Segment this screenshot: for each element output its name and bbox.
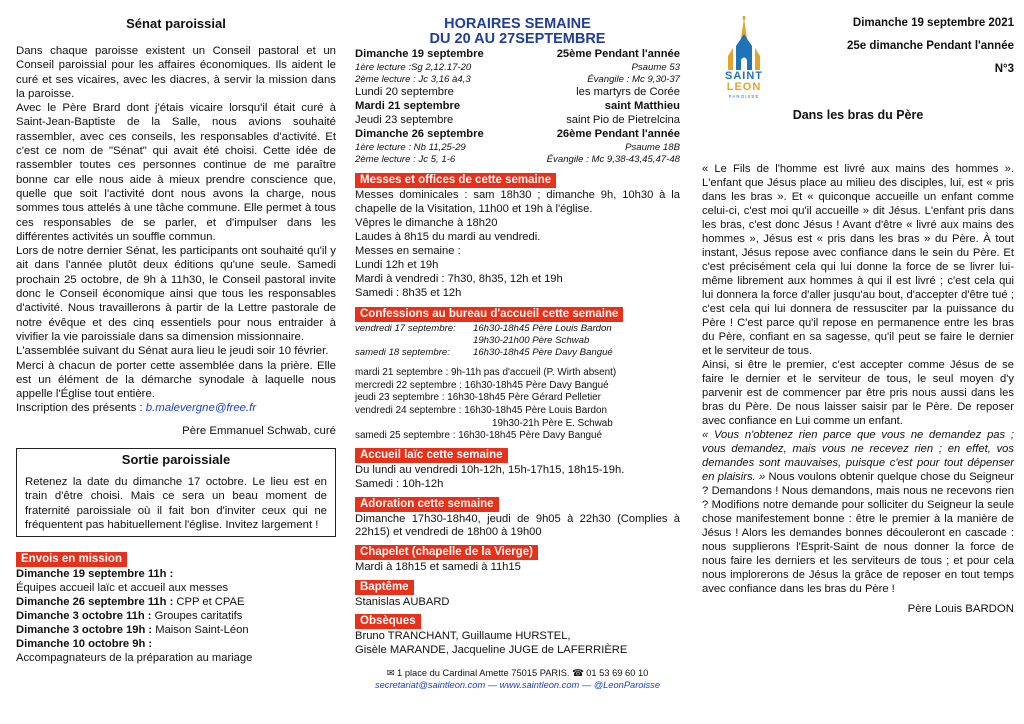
senat-paragraph-2: Avec le Père Brard dont j'étais vicaire lorsqu'il était curé à Saint-Jean-Baptiste de la Salle, nous avions souhaité rassembler, avec ces conseils, les responsables d'activité. Et c'est ce nom de "Sénat" qui avait été choisi. Cette idée de rassembler toutes ces personnes continue de me paraître bonne car elle nous aide à mieux prendre conscience que, quelle que soit l'activité dont nous avons la charge, nous sommes tous attelés à une tâche commune. Elle permet à tous ces responsables de se parler, et d'impulser dans les différentes activités un souffle commun.	[16, 102, 336, 243]
tuesday-21: Mardi 21 septembre	[355, 100, 461, 113]
messes-line: Lundi 12h et 19h	[355, 258, 439, 271]
confessions-section	[355, 304, 680, 443]
reading-1-a: 1ère lecture :Sg 2,12.17-20	[355, 61, 472, 73]
messes-line: Messes dominicales : sam 18h30 ; dimanche 9h, 10h30 à la chapelle de la Visitation, 11h00 et 19h à l'église.	[355, 189, 680, 216]
sunday-26-label: Dimanche 26 septembre	[355, 128, 484, 141]
reading-2-b: 2ème lecture : Jc 5, 1-6	[355, 154, 456, 166]
envois-section	[16, 549, 336, 665]
confession-line: 19h30-21h Père E. Schwab	[492, 417, 613, 429]
middle-column	[355, 0, 680, 691]
senat-title: Sénat paroissial	[126, 16, 226, 31]
adoration-section	[355, 494, 680, 541]
logo-text-paroisse: PAROISSE	[728, 94, 760, 99]
confession-slot: samedi 18 septembre: 16h30-18h45 Père Davy Bangué	[355, 347, 613, 358]
envois-list	[16, 568, 336, 665]
messes-header: Messes et offices de cette semaine	[355, 173, 556, 188]
header-right	[794, 16, 1014, 76]
envois-item: Dimanche 10 octobre 9h :	[16, 637, 153, 650]
horaires-title-2: DU 20 AU 27SEPTEMBRE	[429, 31, 606, 47]
confession-line: jeudi 23 septembre : 16h30-18h45 Père Gérard Pelletier	[355, 392, 601, 404]
confessions-header: Confessions au bureau d'accueil cette semaine	[355, 307, 623, 322]
sunday-19-liturgy: 25ème Pendant l'année	[556, 48, 680, 60]
accueil-line-1: Du lundi au vendredi 10h-12h, 15h-17h15, 18h15-19h.	[355, 463, 625, 476]
logo-text-saint: SAINT	[725, 70, 763, 82]
meditation-paragraph-3: « Vous n'obtenez rien parce que vous ne demandez pas ; vous demandez, mais vous ne recevez rien ; en effet, vos demandes sont mauvaises, puisque c'est pour tout dépenser en plaisirs. » Nous voulons obtenir quelque chose du Seigneur ? Demandons ! Nous demandons, mais nous ne recevons rien ? Modifions notre demande pour solliciter du Seigneur la seule chose manifestement bonne : être le premier à la manière de Jésus ! Alors les demandes bonnes découleront en cascade : nous supplierons l'Esprit-Saint de nous donner la force de nous faire les derniers et les serviteurs de tous ; et pour cela nous implorerons de Jésus la grâce de reposer en tout temps avec confiance dans les bras du Père !	[702, 429, 1014, 595]
meditation-title: Dans les bras du Père	[792, 108, 924, 122]
accueil-section	[355, 445, 680, 492]
adoration-text: Dimanche 17h30-18h40, jeudi de 9h05 à 22h30 (Complies à 22h15) et vendredi de 18h00 à 19h00	[355, 512, 680, 539]
envois-header: Envois en mission	[16, 552, 127, 567]
thursday-23-saint: saint Pio de Pietrelcina	[566, 114, 680, 127]
meditation-quote: « Vous n'obtenez rien parce que vous ne demandez pas ; vous demandez, mais vous ne recevez rien ; en effet, vos demandes sont mauvaises, puisque c'est pour tout dépenser en plaisirs. »	[702, 429, 1014, 483]
footer-address: ✉ 1 place du Cardinal Amette 75015 PARIS. ☎ 01 53 69 60 10	[386, 668, 649, 679]
bapteme-section	[355, 577, 680, 610]
sortie-title: Sortie paroissiale	[121, 452, 231, 468]
horaires-title-1: HORAIRES SEMAINE	[444, 16, 591, 32]
senat-paragraph-5: Merci à chacun de porter cette assemblée dans la prière. Elle est un élément de la démarche synodale à laquelle nous appelle l'Église tout entière.	[16, 359, 336, 401]
envois-item: Dimanche 26 septembre 11h : CPP et CPAE	[16, 596, 245, 609]
obseques-line-2: Gisèle MARANDE, Jacqueline JUGE de LAFERRIÈRE	[355, 644, 628, 657]
gospel-a: Évangile : Mc 9,30-37	[587, 74, 680, 86]
messes-line: Vêpres le dimanche à 18h20	[355, 217, 498, 230]
envois-item: Dimanche 3 octobre 11h : Groupes caritatifs	[16, 609, 243, 622]
messes-line: Laudes à 8h15 du mardi au vendredi.	[355, 231, 541, 244]
footer-twitter-link[interactable]: @LeonParoisse	[593, 680, 660, 691]
chapelet-section	[355, 542, 680, 575]
meditation-signature: Père Louis BARDON	[907, 603, 1014, 615]
messes-line: Mardi à vendredi : 7h30, 8h35, 12h et 19h	[355, 272, 563, 285]
issue-date: Dimanche 19 septembre 2021	[852, 17, 1014, 29]
adoration-header: Adoration cette semaine	[355, 497, 499, 512]
senat-paragraph-3: Lors de notre dernier Sénat, les participants ont souhaité qu'il y ait dans l'année plutôt deux éditions qu'une seule. Samedi prochain 25 octobre, de 9h à 11h30, le Conseil pastoral invite donc le Conseil économique ainsi que tous les responsables d'activité. Nous travaillerons à partir de la Lettre pastorale de notre évêque et des cinq essentiels pour nous entraider à vivifier la vie paroissiale dans sa dimension missionnaire.	[16, 245, 336, 343]
psalm-a: Psaume 53	[631, 61, 680, 73]
messes-list	[355, 189, 680, 300]
email-link[interactable]: b.malevergne@free.fr	[145, 402, 257, 415]
reading-1-b: 1ère lecture : Nb 11,25-29	[355, 141, 466, 153]
meditation-paragraph-1: « Le Fils de l'homme est livré aux mains des hommes ». L'enfant que Jésus place au milieu des disciples, lui, est « pris dans les bras ». Et « quiconque accueille un enfant comme celui-ci, c'est moi qu'il accueille » dit Jésus. L'enfant pris dans les bras, c'est donc Jésus ! Avant d'être « livré aux mains des hommes », Jésus est « pris dans les bras » du Père. À tout instant, Jésus repose avec confiance dans le sein du Père. Et c'est précisément cela qui lui donne la force de se livrer lui-même librement aux hommes à qui il est livré ; c'est cela qui lui donnera la force d'aller jusqu'au bout, d'accepter d'être tué ; c'est cela qui lui donnera de ressusciter par la puissance du Père ! C'est parce qu'il repose en permanence entre les bras du Père, confiant en sa sagesse, qu'il peut se faire le dernier et le serviteur de tous.	[702, 163, 1014, 357]
messes-section	[355, 170, 680, 300]
confession-slot: vendredi 17 septembre: 16h30-18h45 Père Louis Bardon	[355, 322, 612, 334]
footer-email-link[interactable]: secretariat@saintleon.com	[374, 680, 486, 691]
messes-line: Messes en semaine :	[355, 244, 461, 257]
sunday-19-label: Dimanche 19 septembre	[355, 48, 484, 60]
monday-20-saint: les martyrs de Corée	[576, 86, 680, 99]
confessions-list	[355, 367, 680, 443]
liturgical-sunday: 25e dimanche Pendant l'année	[847, 40, 1014, 52]
obseques-line-1: Bruno TRANCHANT, Guillaume HURSTEL,	[355, 630, 571, 643]
obseques-section	[355, 611, 680, 658]
obseques-header: Obsèques	[355, 614, 421, 629]
horaires-schedule	[355, 48, 680, 166]
senat-paragraph-4: L'assemblée suivant du Sénat aura lieu le jeudi soir 10 février.	[16, 345, 329, 358]
accueil-line-2: Samedi : 10h-12h	[355, 477, 444, 490]
reading-2-a: 2ème lecture : Jc 3,16 à4,3	[355, 74, 471, 86]
gospel-b: Évangile : Mc 9,38-43,45,47-48	[546, 154, 680, 166]
footer-web-link[interactable]: www.saintleon.com	[499, 680, 580, 691]
footer-links: secretariat@saintleon.com — www.saintleon.com — @LeonParoisse	[374, 680, 660, 691]
left-column	[16, 0, 336, 666]
confession-line: samedi 25 septembre : 16h30-18h45 Père Davy Bangué	[355, 430, 603, 442]
saint-leon-logo	[714, 16, 774, 100]
confession-line: vendredi 24 septembre : 16h30-18h45 Père Louis Bardon	[355, 404, 607, 416]
confession-line: mardi 21 septembre : 9h-11h pas d'accueil (P. Wirth absent)	[355, 367, 617, 379]
logo-text-leon: LEON	[726, 81, 762, 93]
issue-number: N°3	[994, 63, 1014, 75]
senat-inscription: Inscription des présents : b.malevergne@free.fr	[16, 402, 257, 415]
confessions-small-list	[355, 323, 680, 360]
sortie-box	[16, 448, 336, 537]
psalm-b: Psaume 18B	[625, 141, 680, 153]
tuesday-21-saint: saint Matthieu	[604, 100, 680, 113]
sortie-text: Retenez la date du dimanche 17 octobre. Le lieu est en train d'être choisi. Mais ce sera un beau moment de fraternité paroissiale où il fait bon d'inviter ceux qui ne fréquentent pas habituellement l'église. Invitez largement !	[25, 476, 327, 531]
bapteme-header: Baptême	[355, 580, 414, 595]
bapteme-text: Stanislas AUBARD	[355, 596, 450, 609]
confession-slot: 19h30-21h00 Père Schwab	[473, 334, 590, 346]
chapelet-header: Chapelet (chapelle de la Vierge)	[355, 545, 538, 560]
messes-line: Samedi : 8h35 et 12h	[355, 286, 462, 299]
meditation-body	[702, 162, 1014, 616]
meditation-paragraph-2: Ainsi, si être le premier, c'est accepter comme Jésus de se faire le dernier et le serviteur de tous, le seul moyen d'y parvenir est de commencer par être pris nous aussi dans les bras du Père. De nous laisser saisir par le Père. De reposer avec confiance en Lui comme un enfant.	[702, 359, 1014, 427]
monday-20: Lundi 20 septembre	[355, 86, 454, 99]
accueil-header: Accueil laïc cette semaine	[355, 448, 508, 463]
thursday-23: Jeudi 23 septembre	[355, 114, 454, 127]
senat-paragraph-1: Dans chaque paroisse existent un Conseil pastoral et un Conseil paroissial pour les affaires économiques. Ils aident le curé et ses vicaires, avec les diacres, à servir la mission dans la paroisse.	[16, 45, 336, 100]
senat-signature: Père Emmanuel Schwab, curé	[182, 424, 336, 437]
envois-item: Dimanche 19 septembre 11h :	[16, 568, 174, 581]
chapelet-text: Mardi à 18h15 et samedi à 11h15	[355, 561, 521, 574]
envois-item: Dimanche 3 octobre 19h : Maison Saint-Léon	[16, 623, 249, 636]
envois-item: Équipes accueil laïc et accueil aux messes	[16, 582, 229, 595]
confession-line: mercredi 22 septembre : 16h30-18h45 Père Davy Bangué	[355, 379, 609, 391]
sunday-26-liturgy: 26ème Pendant l'année	[556, 128, 680, 141]
envois-item: Accompagnateurs de la préparation au mariage	[16, 651, 253, 664]
